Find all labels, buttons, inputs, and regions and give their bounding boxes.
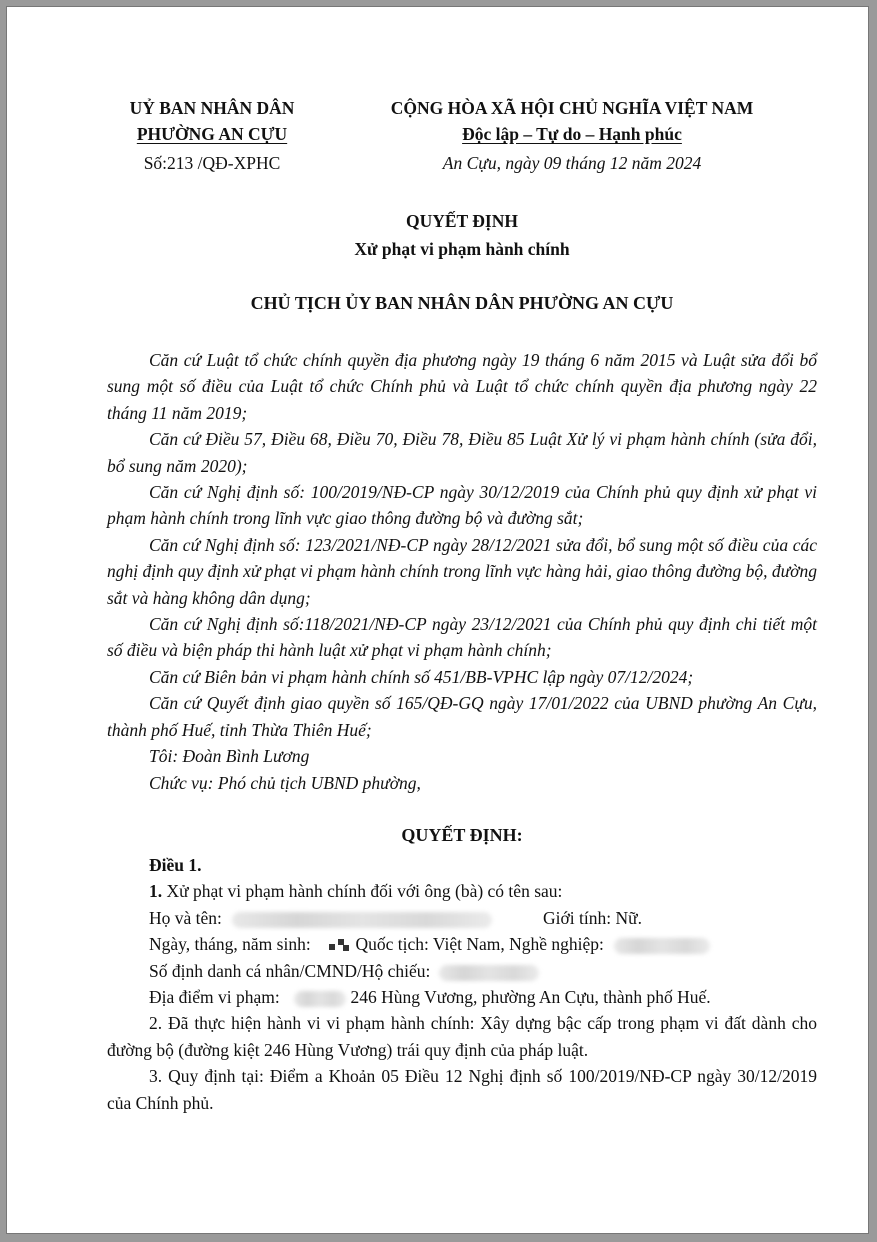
article-1 bbox=[107, 852, 817, 1116]
authority-heading: CHỦ TỊCH ỦY BAN NHÂN DÂN PHƯỜNG AN CỰU bbox=[250, 293, 674, 313]
basis-item: Căn cứ Quyết định giao quyền số 165/QĐ-GQ ngày 17/01/2022 của UBND phường An Cựu, thành phố Huế, tỉnh Thừa Thiên Huế; bbox=[107, 693, 817, 740]
national-header bbox=[347, 95, 797, 176]
item2-text: 2. Đã thực hiện hành vi vi phạm hành chính: Xây dựng bậc cấp trong phạm vi đất dành cho đường bộ (đường kiệt 246 Hùng Vương) trái quy định của pháp luật. bbox=[107, 1013, 817, 1060]
location-label: Địa điểm vi phạm: bbox=[149, 986, 280, 1007]
signer-position: Chức vụ: Phó chủ tịch UBND phường, bbox=[149, 772, 421, 793]
name-row bbox=[107, 905, 817, 931]
document-title bbox=[107, 207, 817, 263]
basis-item: Căn cứ Điều 57, Điều 68, Điều 70, Điều 78, Điều 85 Luật Xử lý vi phạm hành chính (sửa đổi, bổ sung năm 2020); bbox=[107, 429, 817, 476]
legal-bases bbox=[107, 347, 817, 796]
redacted-dob bbox=[329, 939, 351, 953]
basis-item: Căn cứ Luật tổ chức chính quyền địa phương ngày 19 tháng 6 năm 2015 và Luật sửa đổi bổ sung một số điều của Luật tổ chức Chính phủ và Luật tổ chức chính quyền địa phương ngày 22 tháng 11 năm 2019; bbox=[107, 350, 817, 423]
title-sub: Xử phạt vi phạm hành chính bbox=[354, 239, 570, 259]
redacted-address bbox=[294, 991, 346, 1007]
issuer-line2: PHƯỜNG AN CỰU bbox=[136, 124, 288, 144]
id-row bbox=[107, 958, 817, 984]
document-number: Số:213 /QĐ-XPHC bbox=[143, 153, 281, 173]
redacted-occupation bbox=[614, 938, 710, 954]
document-date: An Cựu, ngày 09 tháng 12 năm 2024 bbox=[442, 153, 702, 173]
basis-item: Căn cứ Nghị định số: 123/2021/NĐ-CP ngày 28/12/2021 sửa đổi, bổ sung một số điều của các nghị định quy định xử phạt vi phạm hành chính trong lĩnh vực hàng hải, giao thông đường bộ, đường sắt và hàng không dân dụng; bbox=[107, 534, 817, 608]
redacted-id-number bbox=[439, 965, 539, 981]
document-page bbox=[6, 6, 869, 1234]
name-label: Họ và tên: bbox=[149, 907, 222, 928]
item3-text: 3. Quy định tại: Điểm a Khoản 05 Điều 12 Nghị định số 100/2019/NĐ-CP ngày 30/12/2019 của Chính phủ. bbox=[107, 1066, 817, 1113]
gender-label: Giới tính: Nữ. bbox=[543, 907, 642, 928]
decision-heading: QUYẾT ĐỊNH: bbox=[401, 825, 523, 845]
article-label: Điều 1. bbox=[149, 855, 202, 875]
id-label: Số định danh cá nhân/CMND/Hộ chiếu: bbox=[149, 960, 431, 981]
nationality-label: Quốc tịch: Việt Nam, Nghề nghiệp: bbox=[355, 934, 604, 955]
national-motto: Độc lập – Tự do – Hạnh phúc bbox=[462, 124, 682, 144]
basis-item: Căn cứ Nghị định số:118/2021/NĐ-CP ngày 23/12/2021 của Chính phủ quy định chi tiết một số điều và biện pháp thi hành luật xử phạt vi phạm hành chính; bbox=[107, 614, 817, 661]
dob-row bbox=[107, 931, 817, 957]
dob-label: Ngày, tháng, năm sinh: bbox=[149, 934, 311, 955]
location-value: 246 Hùng Vương, phường An Cựu, thành phố Huế. bbox=[350, 986, 711, 1007]
redacted-name bbox=[232, 912, 492, 928]
item-number: 1. bbox=[149, 881, 163, 902]
signer-name: Tôi: Đoàn Bình Lương bbox=[149, 746, 310, 767]
issuer-header bbox=[87, 95, 337, 176]
basis-item: Căn cứ Biên bản vi phạm hành chính số 451/BB-VPHC lập ngày 07/12/2024; bbox=[149, 666, 694, 687]
item1-text: Xử phạt vi phạm hành chính đối với ông (bà) có tên sau: bbox=[162, 881, 563, 902]
national-title: CỘNG HÒA XÃ HỘI CHỦ NGHĨA VIỆT NAM bbox=[390, 98, 754, 118]
location-row bbox=[107, 984, 817, 1010]
title-main: QUYẾT ĐỊNH bbox=[406, 211, 518, 231]
issuer-line1: UỶ BAN NHÂN DÂN bbox=[129, 98, 295, 118]
basis-item: Căn cứ Nghị định số: 100/2019/NĐ-CP ngày 30/12/2019 của Chính phủ quy định xử phạt vi phạm hành chính trong lĩnh vực giao thông đường bộ và đường sắt; bbox=[107, 482, 817, 529]
